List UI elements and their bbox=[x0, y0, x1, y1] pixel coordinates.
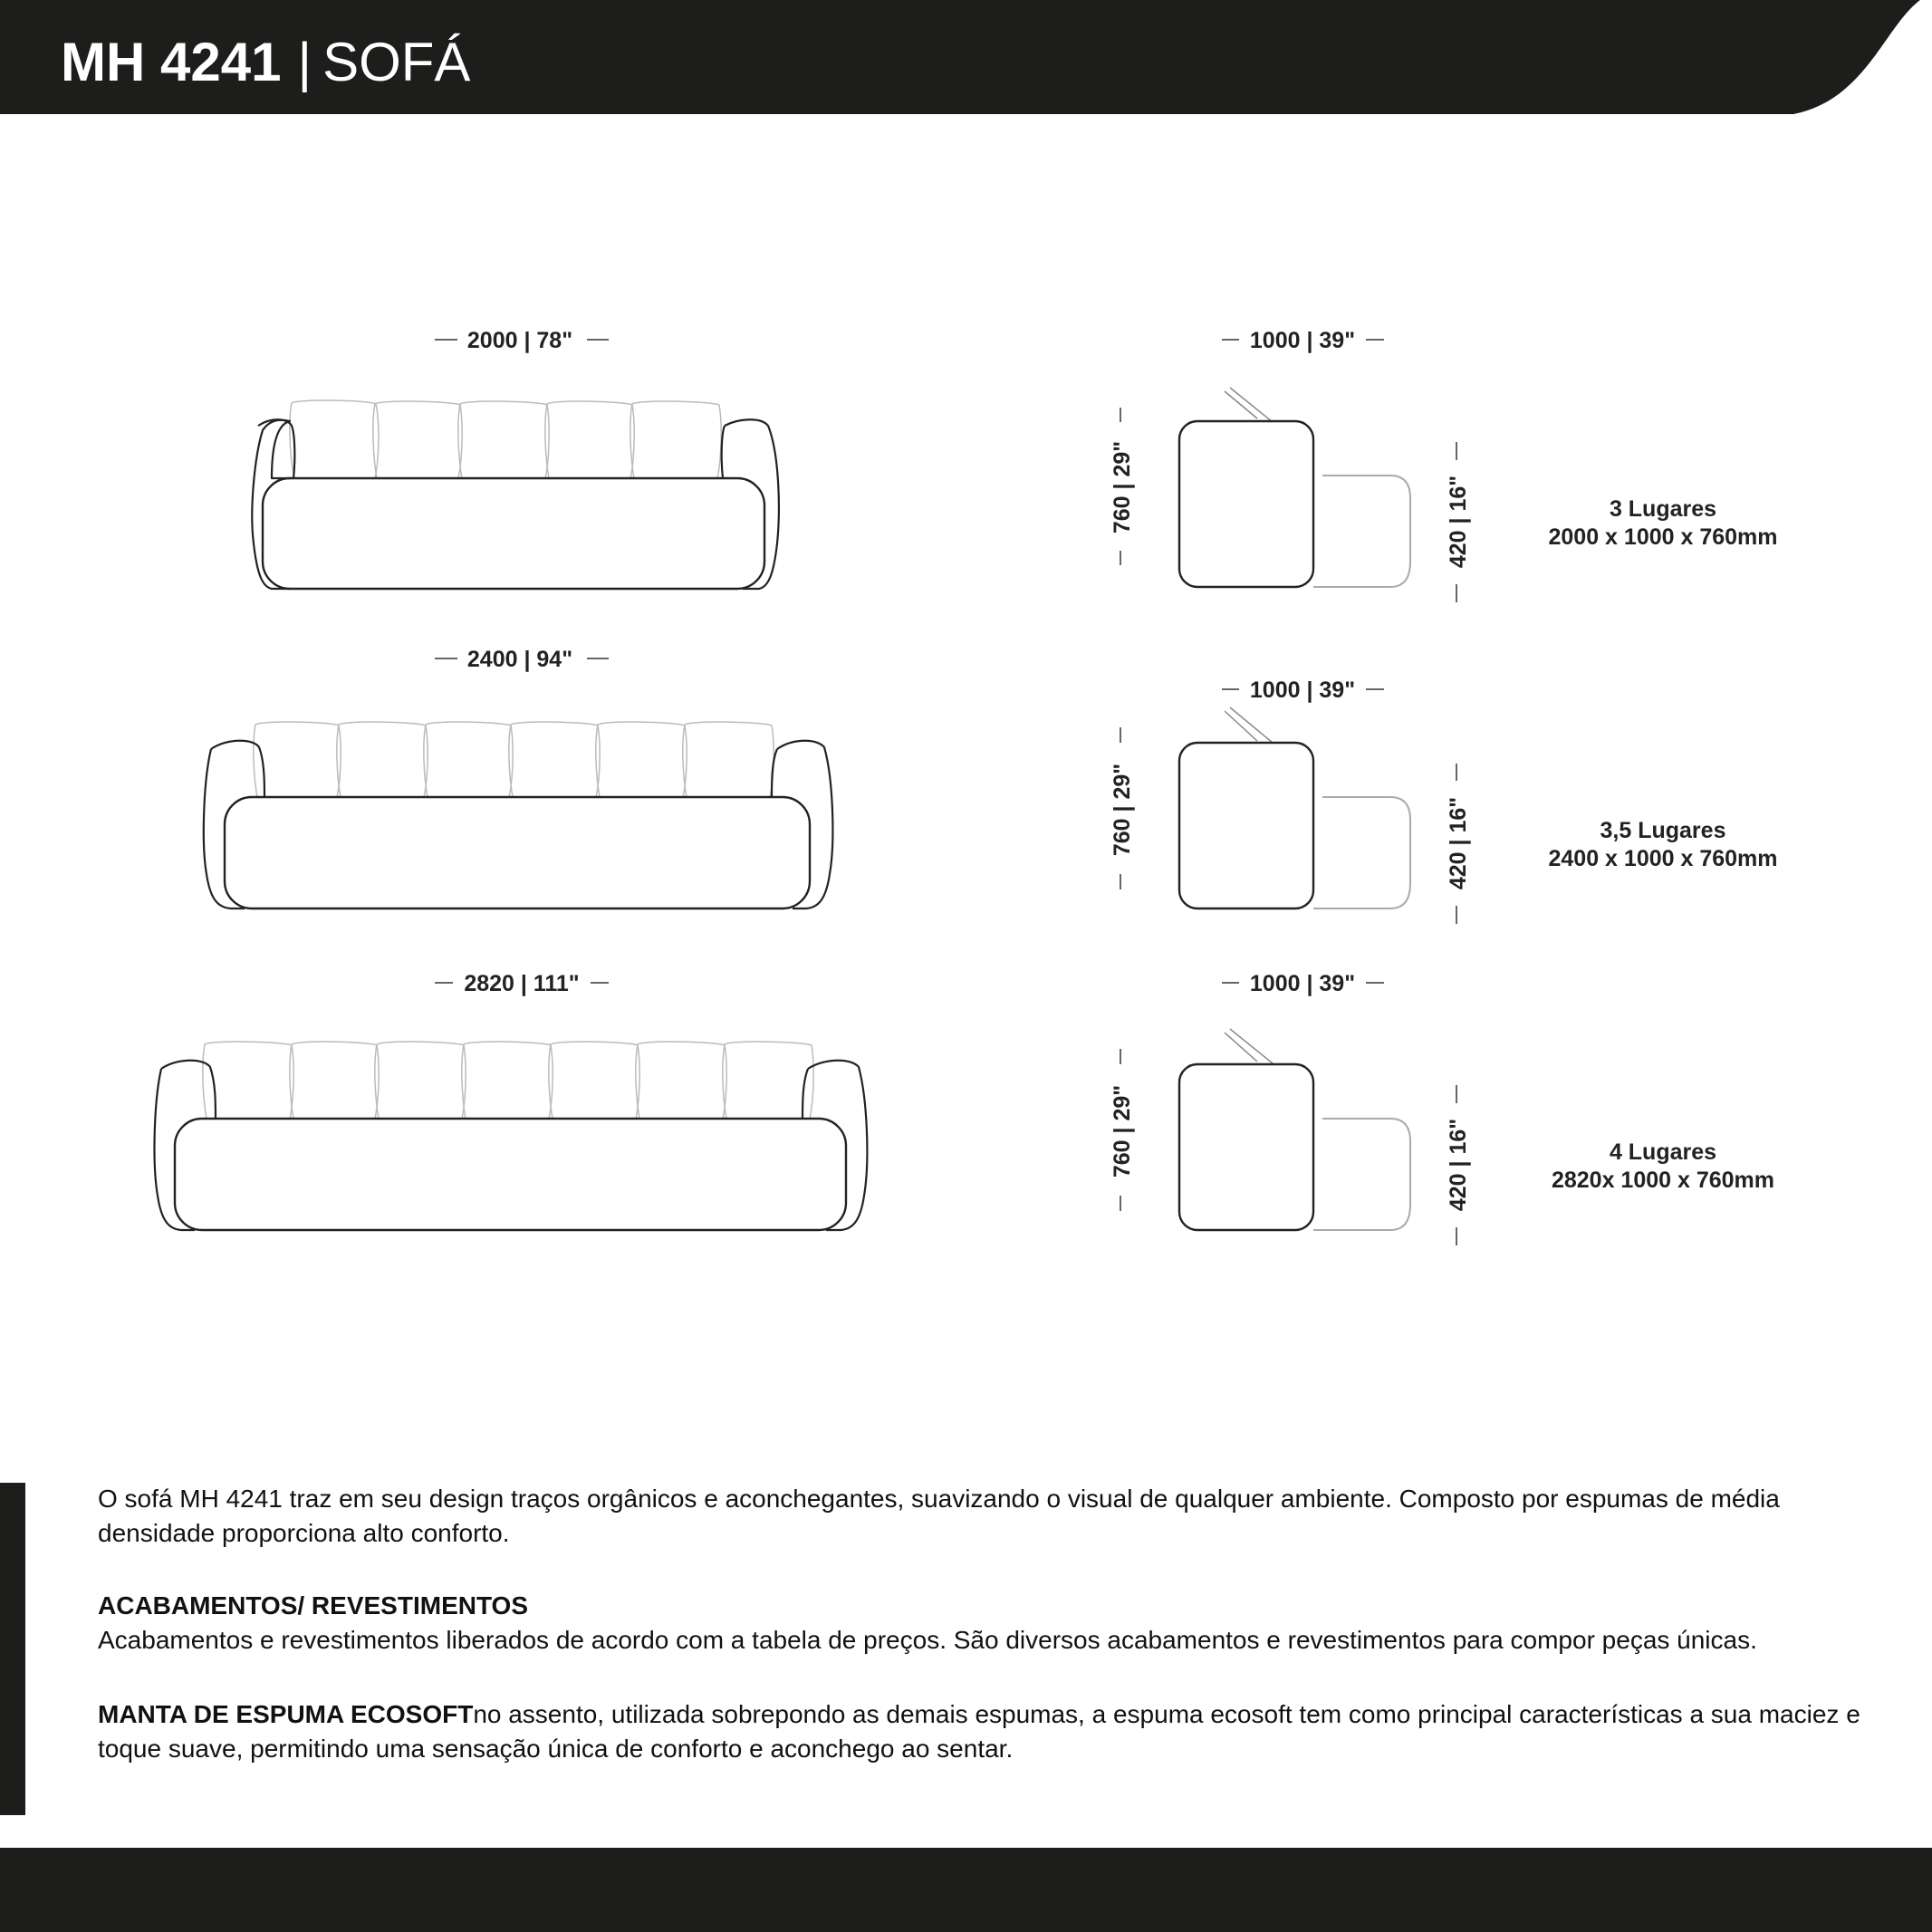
product-name: SOFÁ bbox=[322, 31, 471, 92]
front-view-3 bbox=[155, 1042, 868, 1230]
width-label-1: 2000 | 78" bbox=[466, 328, 573, 353]
seats-label-2: 3,5 Lugares bbox=[1600, 818, 1726, 843]
intro-paragraph: O sofá MH 4241 traz em seu design traços orgânicos e aconchegantes, suavizando o visual de qualquer ambiente. Composto por espumas de média densidade proporciona alto conforto. bbox=[98, 1485, 1780, 1547]
seat-height-label-2: 420 | 16" bbox=[1446, 796, 1471, 890]
seats-label-1: 3 Lugares bbox=[1609, 496, 1717, 522]
height-label-2: 760 | 29" bbox=[1110, 763, 1135, 857]
finishes-section bbox=[98, 1589, 1873, 1658]
front-view-2 bbox=[204, 722, 833, 908]
height-label-3: 760 | 29" bbox=[1110, 1084, 1135, 1178]
seat-height-label-1: 420 | 16" bbox=[1446, 475, 1471, 569]
dimensions-label-3: 2820x 1000 x 760mm bbox=[1551, 1168, 1775, 1193]
foam-heading: MANTA DE ESPUMA ECOSOFT bbox=[98, 1700, 474, 1728]
width-label-3: 2820 | 111" bbox=[464, 971, 580, 996]
seat-height-label-3: 420 | 16" bbox=[1446, 1118, 1471, 1212]
footer-bar bbox=[0, 1848, 1932, 1932]
side-view-1 bbox=[1179, 388, 1410, 587]
finishes-heading: ACABAMENTOS/ REVESTIMENTOS bbox=[98, 1591, 529, 1620]
finishes-text: Acabamentos e revestimentos liberados de acordo com a tabela de preços. São diversos acabamentos e revestimentos para compor peças únicas. bbox=[98, 1626, 1757, 1654]
foam-section bbox=[98, 1697, 1873, 1766]
dimensions-label-2: 2400 x 1000 x 760mm bbox=[1548, 846, 1778, 871]
sofa-3-lugares-group bbox=[252, 328, 1777, 602]
title-separator: | bbox=[297, 31, 312, 92]
foam-text: no assento, utilizada sobrepondo as demais espumas, a espuma ecosoft tem como principal características a sua maciez e toque suave, permitindo uma sensação única de conforto e aconchego ao sentar. bbox=[98, 1700, 1860, 1763]
side-accent-bar bbox=[0, 1483, 25, 1815]
sofa-3-5-lugares-group bbox=[204, 647, 1778, 924]
product-code: MH 4241 bbox=[61, 31, 282, 92]
seats-label-3: 4 Lugares bbox=[1609, 1139, 1717, 1165]
width-label-2: 2400 | 94" bbox=[466, 647, 573, 672]
side-view-2 bbox=[1179, 707, 1410, 908]
depth-label-1: 1000 | 39" bbox=[1249, 328, 1356, 353]
height-label-1: 760 | 29" bbox=[1110, 440, 1135, 534]
front-view-1 bbox=[252, 400, 779, 589]
depth-label-2: 1000 | 39" bbox=[1249, 678, 1356, 703]
depth-label-3: 1000 | 39" bbox=[1249, 971, 1356, 996]
sofa-4-lugares-group bbox=[155, 971, 1775, 1245]
side-view-3 bbox=[1179, 1029, 1410, 1230]
dimensions-label-1: 2000 x 1000 x 760mm bbox=[1548, 524, 1778, 550]
